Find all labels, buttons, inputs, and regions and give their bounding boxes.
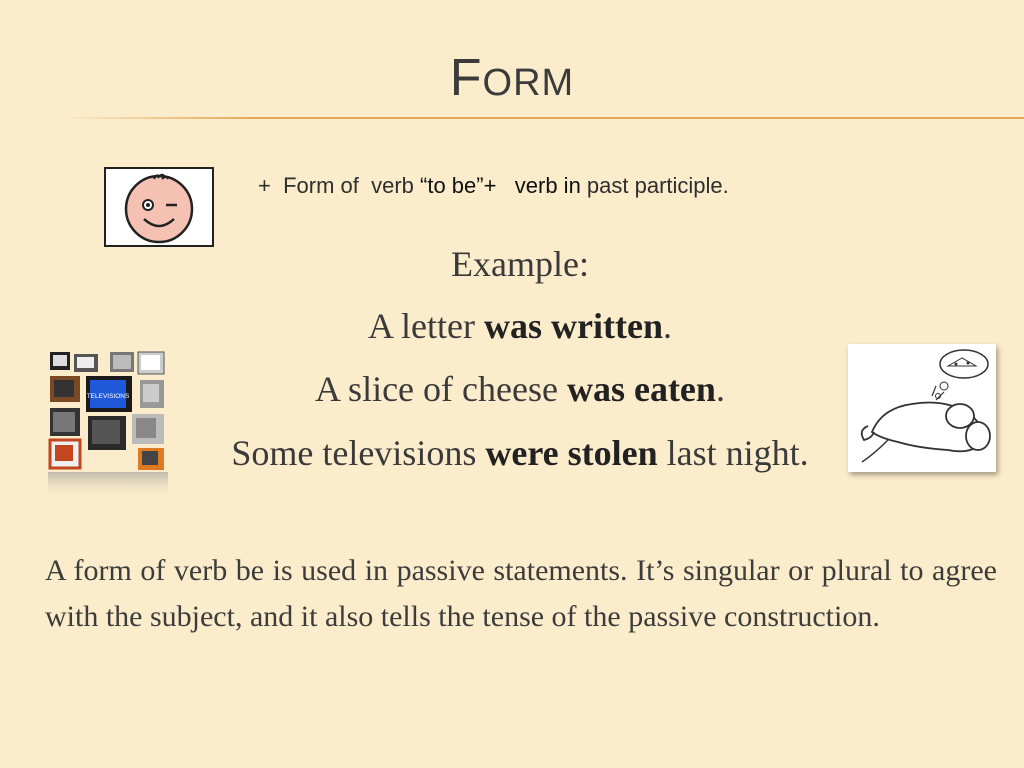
slide-title: [0, 48, 1024, 108]
sleeping-mouse-icon: [848, 344, 996, 472]
televisions-collage-image: [48, 350, 168, 500]
formula-tail: past participle.: [580, 173, 729, 198]
s2-pre: A slice of cheese: [315, 369, 567, 409]
formula-plus: + Form of verb: [258, 173, 420, 198]
winking-face-icon: [106, 169, 212, 245]
example-sentence-1: [0, 305, 1024, 347]
explanation-paragraph: A form of verb be is used in passive statements. It’s singular or plural to agree with the subject, and it also tells the tense of the passive construction.: [45, 554, 997, 633]
passive-formula: [258, 173, 729, 199]
title-first-letter: F: [449, 49, 483, 107]
sleeping-mouse-image: [848, 344, 996, 472]
s1-bold: was written: [484, 306, 663, 346]
s2-post: .: [715, 369, 725, 409]
s1-pre: A letter: [368, 306, 484, 346]
winking-face-image: [104, 167, 214, 247]
tv-screen-label: TELEVISIONS: [86, 393, 130, 400]
s1-post: .: [662, 306, 672, 346]
formula-to-be: “to be”+ verb in: [420, 173, 581, 198]
s3-pre: Some televisions: [231, 433, 486, 473]
s3-post: last night.: [657, 433, 809, 473]
s2-bold: was eaten: [566, 369, 716, 409]
title-divider: [60, 117, 1024, 119]
title-rest: ORM: [482, 62, 575, 104]
tv-collage-icon: [48, 350, 168, 500]
s3-bold: were stolen: [485, 433, 658, 473]
example-heading: Example:: [451, 244, 589, 284]
